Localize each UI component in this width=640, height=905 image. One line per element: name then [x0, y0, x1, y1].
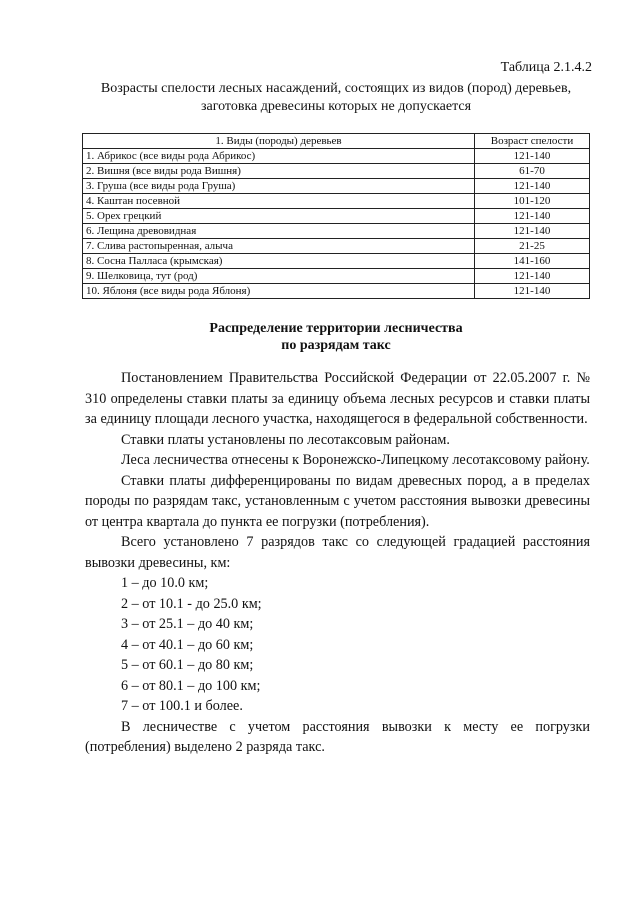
table-row	[83, 179, 590, 194]
table-row	[83, 164, 590, 179]
species-cell: 8. Сосна Палласа (крымская)	[83, 254, 475, 269]
grade-item: 5 – от 60.1 – до 80 км;	[121, 657, 254, 673]
table-caption: Возрасты спелости лесных насаждений, состоящих из видов (пород) деревьев, заготовка древесины которых не допускается	[100, 81, 572, 114]
grade-item: 6 – от 80.1 – до 100 км;	[121, 677, 261, 694]
age-cell: 121-140	[475, 209, 590, 224]
species-cell: 7. Слива растопыренная, алыча	[83, 239, 475, 254]
table-row	[83, 254, 590, 269]
table-header-row	[83, 134, 590, 149]
age-cell: 121-140	[475, 224, 590, 239]
age-cell: 21-25	[475, 239, 590, 254]
species-cell: 9. Шелковица, тут (род)	[83, 269, 475, 284]
table-row	[83, 239, 590, 254]
section-title	[80, 320, 592, 354]
body-text	[85, 368, 590, 758]
species-cell: 4. Каштан посевной	[83, 194, 475, 209]
table-row	[83, 284, 590, 299]
species-ripeness-table	[82, 133, 590, 299]
grade-item: 1 – до 10.0 км;	[121, 575, 209, 591]
section-title-line1: Распределение территории лесничества	[209, 321, 463, 336]
species-cell: 1. Абрикос (все виды рода Абрикос)	[83, 149, 475, 164]
header-species: 1. Виды (породы) деревьев	[83, 134, 475, 149]
paragraph-grades-intro: Всего установлено 7 разрядов такс со следующей градацией расстояния вывозки древесины, км:	[85, 534, 590, 571]
paragraph-resolution: Постановлением Правительства Российской Федерации от 22.05.2007 г. № 310 определены ставки платы за единицу объема лесных ресурсов и ставки платы за единицу площади лесного участка, находящегося в федеральной собственности.	[85, 370, 590, 427]
species-cell: 6. Лещина древовидная	[83, 224, 475, 239]
age-cell: 121-140	[475, 284, 590, 299]
paragraph-differentiation: Ставки платы дифференцированы по видам древесных пород, а в пределах породы по разрядам такс, установленным с учетом расстояния вывозки древесины от центра квартала до пункта ее погрузки (потребления).	[85, 472, 590, 530]
paragraph-rates: Ставки платы установлены по лесотаксовым районам.	[121, 431, 450, 448]
age-cell: 101-120	[475, 194, 590, 209]
table-row	[83, 224, 590, 239]
table-row	[83, 269, 590, 284]
grade-item: 7 – от 100.1 и более.	[121, 698, 243, 714]
grade-item: 2 – от 10.1 - до 25.0 км;	[121, 595, 262, 612]
paragraph-conclusion: В лесничестве с учетом расстояния вывозки к месту ее погрузки (потребления) выделено 2 разряда такс.	[85, 718, 590, 755]
header-age: Возраст спелости	[475, 134, 590, 149]
table-number: Таблица 2.1.4.2	[500, 60, 592, 75]
grade-item: 3 – от 25.1 – до 40 км;	[121, 616, 254, 632]
age-cell: 121-140	[475, 269, 590, 284]
species-cell: 10. Яблоня (все виды рода Яблоня)	[83, 284, 475, 299]
table-row	[83, 149, 590, 164]
species-cell: 5. Орех грецкий	[83, 209, 475, 224]
table-row	[83, 194, 590, 209]
species-cell: 3. Груша (все виды рода Груша)	[83, 179, 475, 194]
species-cell: 2. Вишня (все виды рода Вишня)	[83, 164, 475, 179]
paragraph-region: Леса лесничества отнесены к Воронежско-Липецкому лесотаксовому району.	[121, 452, 590, 468]
table-row	[83, 209, 590, 224]
age-cell: 121-140	[475, 179, 590, 194]
age-cell: 121-140	[475, 149, 590, 164]
section-title-line2: по разрядам такс	[281, 338, 391, 353]
grade-item: 4 – от 40.1 – до 60 км;	[121, 636, 254, 653]
age-cell: 61-70	[475, 164, 590, 179]
age-cell: 141-160	[475, 254, 590, 269]
